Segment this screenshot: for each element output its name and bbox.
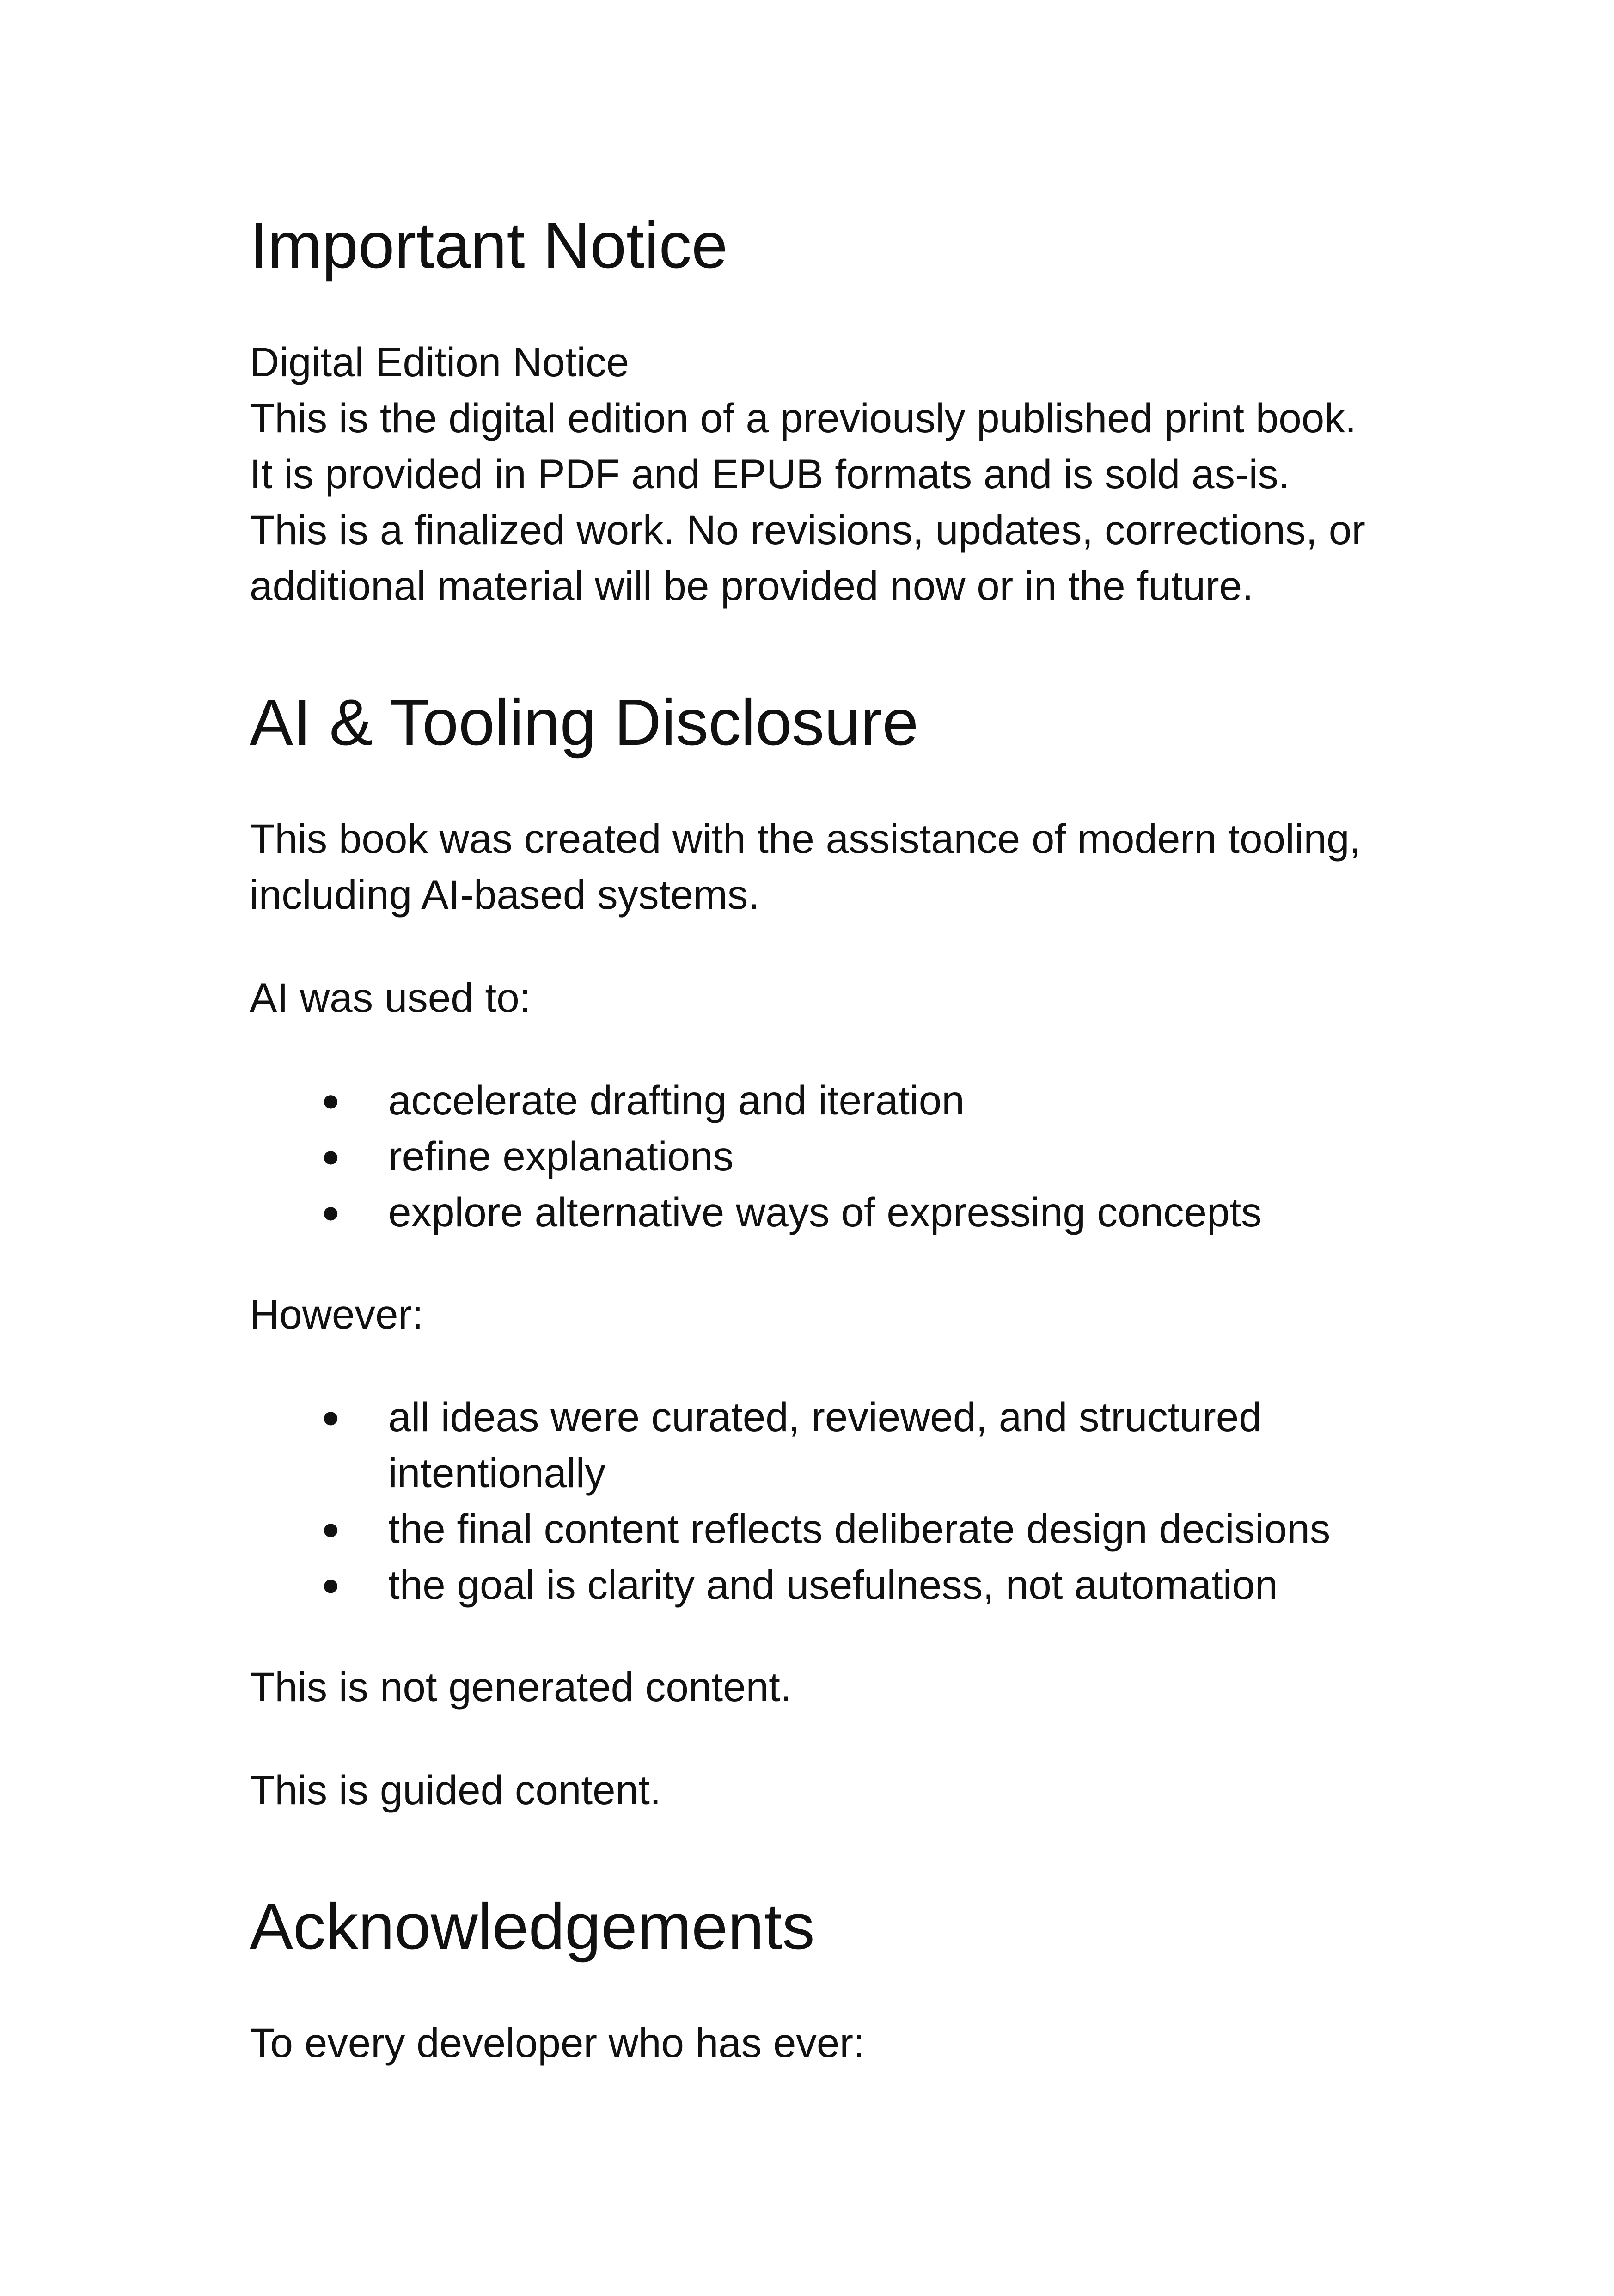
ai-disclosure-heading: AI & Tooling Disclosure — [250, 686, 919, 759]
list-item-text: explore alternative ways of expressing concepts — [388, 1189, 1262, 1235]
notice-line-4: additional material will be provided now or in the future. — [250, 563, 1253, 609]
however-list — [250, 1389, 1330, 1613]
ai-used-for-list — [250, 1072, 1262, 1240]
notice-line-1: This is the digital edition of a previously published print book. — [250, 395, 1357, 441]
list-item — [250, 1072, 1262, 1128]
bullet-icon: ● — [321, 1399, 341, 1434]
list-item — [250, 1389, 1330, 1445]
list-item-text: all ideas were curated, reviewed, and structured — [388, 1394, 1262, 1440]
however-label: However: — [250, 1291, 423, 1337]
list-item — [250, 1557, 1330, 1613]
digital-edition-subheading: Digital Edition Notice — [250, 339, 630, 385]
ai-used-for-label: AI was used to: — [250, 974, 531, 1021]
list-item-text: refine explanations — [388, 1133, 734, 1179]
acknowledgements-intro: To every developer who has ever: — [250, 2020, 865, 2066]
bullet-icon: ● — [321, 1083, 341, 1118]
list-item-text: the final content reflects deliberate design decisions — [388, 1506, 1331, 1552]
notice-line-2: It is provided in PDF and EPUB formats and is sold as-is. — [250, 451, 1290, 497]
list-item-text: intentionally — [388, 1450, 606, 1496]
notice-line-3: This is a finalized work. No revisions, updates, corrections, or — [250, 507, 1365, 553]
ai-intro-line-2: including AI-based systems. — [250, 871, 760, 918]
bullet-icon: ● — [321, 1567, 341, 1602]
acknowledgements-heading: Acknowledgements — [250, 1890, 815, 1963]
bullet-icon: ● — [321, 1194, 341, 1230]
bullet-icon: ● — [321, 1511, 341, 1546]
list-item — [250, 1184, 1262, 1240]
important-notice-heading: Important Notice — [250, 208, 728, 282]
closing-line-2: This is guided content. — [250, 1767, 661, 1813]
list-item-continuation — [250, 1445, 1330, 1501]
list-item-text: the goal is clarity and usefulness, not automation — [388, 1561, 1278, 1608]
bullet-icon: ● — [321, 1139, 341, 1174]
ai-intro-line-1: This book was created with the assistance of modern tooling, — [250, 815, 1361, 862]
list-item — [250, 1501, 1330, 1557]
list-item-text: accelerate drafting and iteration — [388, 1077, 965, 1123]
list-item — [250, 1128, 1262, 1184]
closing-line-1: This is not generated content. — [250, 1664, 792, 1710]
